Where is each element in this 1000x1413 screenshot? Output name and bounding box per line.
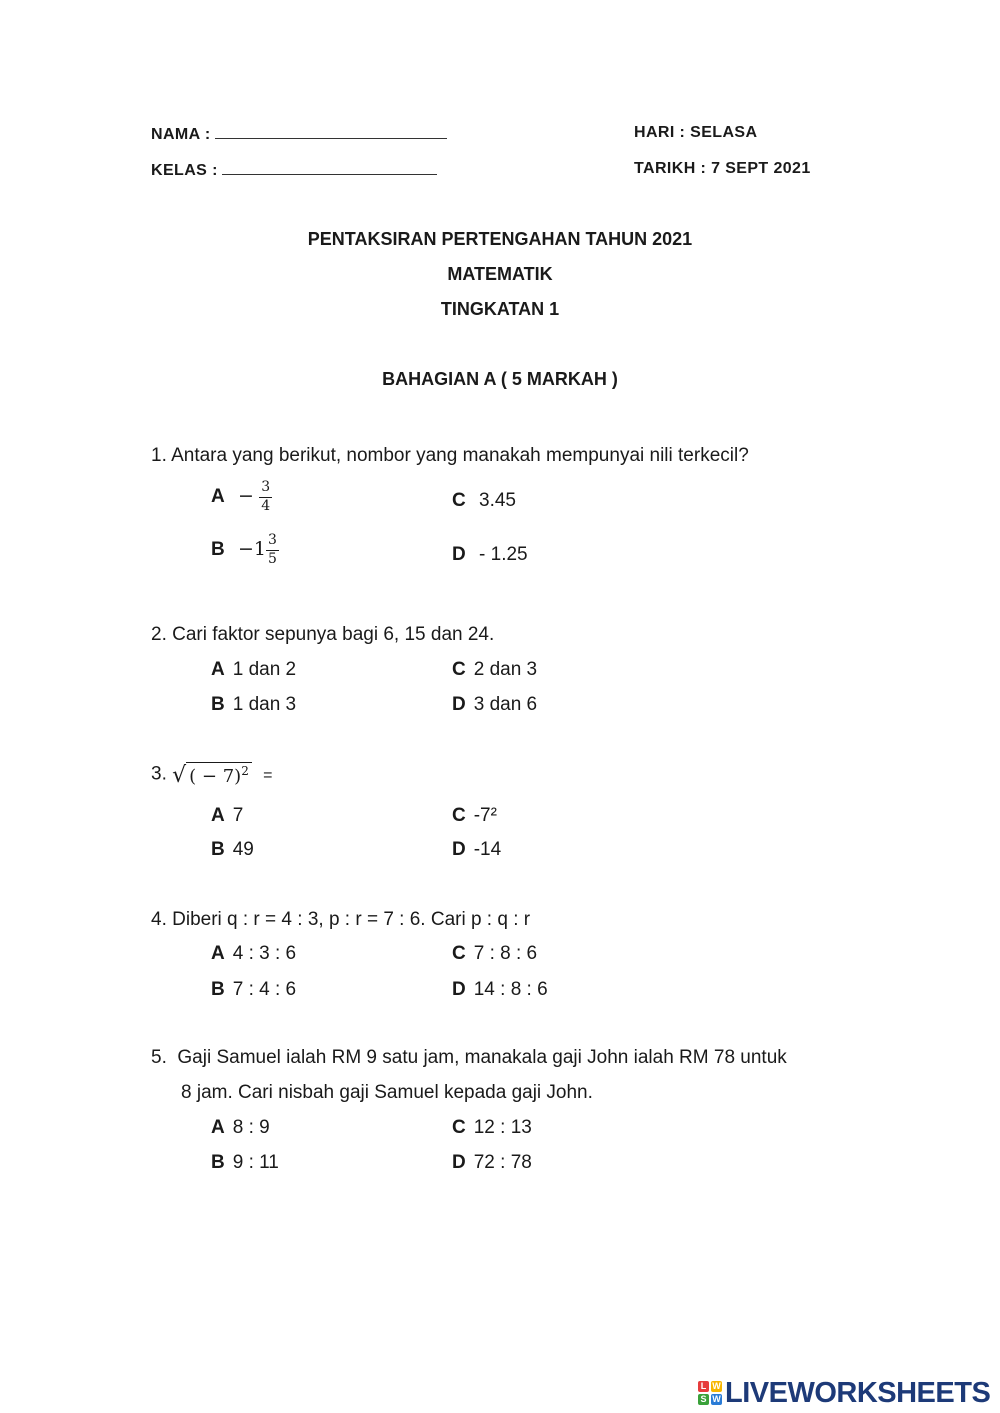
option-letter: C: [452, 490, 466, 511]
section-title: BAHAGIAN A ( 5 MARKAH ): [382, 369, 618, 389]
class-label: KELAS :: [151, 162, 218, 179]
option-letter: D: [452, 839, 466, 860]
radicand: [186, 762, 252, 787]
option-letter: A: [211, 486, 225, 508]
q1-option-b[interactable]: [211, 532, 279, 568]
option-letter: B: [211, 1152, 225, 1173]
option-value: 14 : 8 : 6: [473, 979, 548, 1000]
q5-option-b[interactable]: [211, 1152, 279, 1174]
option-letter: C: [452, 943, 466, 964]
option-letter: C: [452, 805, 466, 826]
numerator: 3: [259, 479, 272, 498]
form-title: TINGKATAN 1: [440, 299, 560, 319]
q5-option-c[interactable]: [452, 1117, 532, 1139]
q1-a-sign: −: [238, 485, 254, 508]
logo-tile: L: [698, 1381, 709, 1392]
exam-title: PENTAKSIRAN PERTENGAHAN TAHUN 2021: [307, 229, 693, 249]
option-letter: C: [452, 659, 466, 680]
option-value: 1 dan 3: [232, 694, 297, 715]
q1-b-whole: −1: [238, 538, 267, 561]
option-value: 1 dan 2: [232, 659, 297, 680]
option-letter: A: [211, 659, 225, 680]
question-5-text-line2: 8 jam. Cari nisbah gaji Samuel kepada gaji John.: [181, 1082, 593, 1103]
q2-option-a[interactable]: [211, 659, 296, 681]
denominator: 4: [261, 497, 271, 514]
radical-sign: √: [172, 763, 187, 788]
q4-option-a[interactable]: [211, 943, 296, 965]
question-2-text: 2. Cari faktor sepunya bagi 6, 15 dan 24.: [151, 624, 495, 645]
question-4-text: 4. Diberi q : r = 4 : 3, p : r = 7 : 6. Cari p : q : r: [151, 909, 531, 930]
q5-option-d[interactable]: [452, 1152, 532, 1174]
q4-option-d[interactable]: [452, 979, 548, 1001]
option-value: 72 : 78: [473, 1152, 532, 1173]
logo-tile: W: [712, 1381, 721, 1391]
denominator: 5: [268, 550, 277, 567]
q3-option-b[interactable]: [211, 839, 254, 861]
date-label: TARIKH : 7 SEPT 2021: [634, 160, 811, 177]
q1-option-d[interactable]: [452, 544, 528, 566]
q3-option-d[interactable]: [452, 839, 501, 861]
day-label: HARI : SELASA: [634, 124, 758, 141]
logo-tile: S: [698, 1394, 709, 1405]
radicand-base: ( − 7): [189, 766, 242, 787]
option-value: 7 : 8 : 6: [473, 943, 538, 964]
class-blank-line[interactable]: [222, 160, 437, 175]
option-value: 3 dan 6: [473, 694, 538, 715]
option-letter: C: [452, 1117, 466, 1138]
question-3-number: 3.: [151, 763, 167, 785]
square-root-expression: [172, 762, 252, 787]
option-letter: A: [211, 1117, 225, 1138]
option-letter: D: [452, 694, 466, 715]
q2-option-c[interactable]: [452, 659, 537, 681]
option-value: -14: [473, 839, 502, 860]
option-letter: D: [452, 979, 466, 1000]
q3-option-c[interactable]: [452, 805, 497, 827]
option-letter: D: [452, 544, 466, 565]
q2-option-b[interactable]: [211, 694, 296, 716]
q2-option-d[interactable]: [452, 694, 537, 716]
question-3-text: [151, 762, 272, 787]
option-letter: B: [211, 694, 225, 715]
question-5-text-line1: 5. Gaji Samuel ialah RM 9 satu jam, manakala gaji John ialah RM 78 untuk: [151, 1047, 787, 1068]
option-value: 4 : 3 : 6: [232, 943, 297, 964]
option-letter: B: [211, 979, 225, 1000]
class-field: [151, 160, 437, 180]
logo-tile: W: [712, 1394, 721, 1404]
numerator: 3: [266, 532, 279, 551]
liveworksheets-watermark[interactable]: [698, 1376, 990, 1410]
watermark-text: LIVEWORKSHEETS: [725, 1376, 991, 1409]
subject-title: MATEMATIK: [447, 264, 553, 284]
q3-option-a[interactable]: [211, 805, 243, 827]
option-value: -7²: [473, 805, 497, 826]
option-value: 2 dan 3: [473, 659, 538, 680]
option-letter: A: [211, 943, 225, 964]
exponent: 2: [241, 764, 249, 778]
option-value: 3.45: [479, 490, 516, 511]
name-field: [151, 124, 447, 144]
option-letter: D: [452, 1152, 466, 1173]
option-value: 7: [232, 805, 244, 826]
name-label: NAMA :: [151, 126, 211, 143]
equals-sign: =: [263, 766, 273, 784]
q4-option-b[interactable]: [211, 979, 296, 1001]
q1-option-a[interactable]: [211, 479, 272, 515]
q1-option-c[interactable]: [452, 490, 516, 512]
option-value: 8 : 9: [232, 1117, 270, 1138]
option-value: 9 : 11: [232, 1152, 279, 1173]
liveworksheets-logo-icon: [698, 1381, 722, 1405]
q4-option-c[interactable]: [452, 943, 537, 965]
option-value: - 1.25: [479, 544, 528, 565]
option-letter: A: [211, 805, 225, 826]
option-letter: B: [211, 839, 225, 860]
option-letter: B: [211, 539, 225, 561]
q1-a-fraction: [259, 479, 272, 515]
q1-b-fraction: [266, 532, 279, 568]
q5-option-a[interactable]: [211, 1117, 270, 1139]
option-value: 49: [232, 839, 254, 860]
option-value: 7 : 4 : 6: [232, 979, 297, 1000]
option-value: 12 : 13: [473, 1117, 532, 1138]
question-1-text: 1. Antara yang berikut, nombor yang manakah mempunyai nili terkecil?: [151, 445, 749, 466]
name-blank-line[interactable]: [215, 124, 447, 139]
